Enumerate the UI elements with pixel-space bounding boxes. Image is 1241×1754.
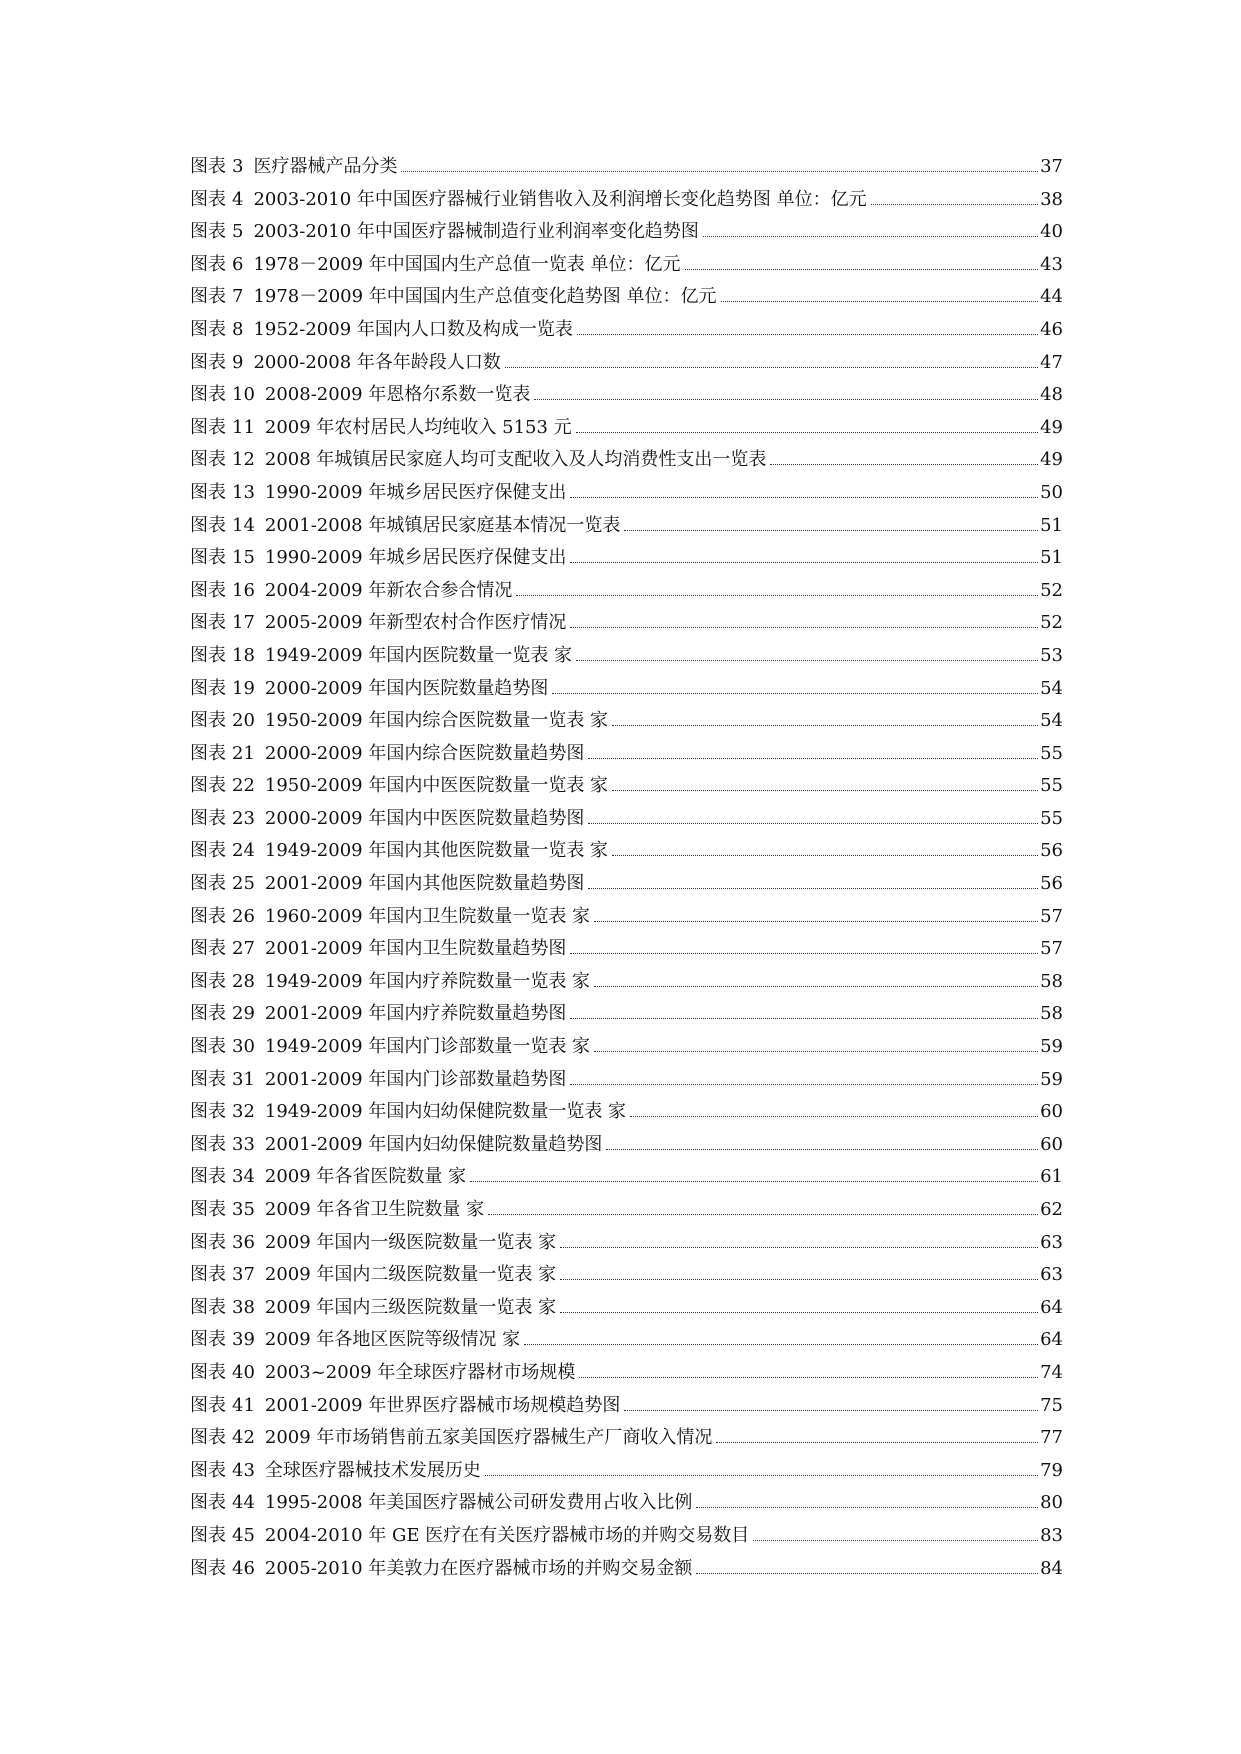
dot-leader bbox=[624, 1410, 1038, 1411]
dot-leader bbox=[588, 888, 1038, 889]
toc-entry-label: 图表 bbox=[190, 1068, 226, 1090]
toc-entry-label: 图表 bbox=[190, 873, 226, 895]
toc-entry-title: 2009 年各省医院数量 家 bbox=[264, 1166, 467, 1188]
dot-leader bbox=[630, 1116, 1038, 1117]
toc-entry[interactable] bbox=[190, 315, 1063, 348]
dot-leader bbox=[594, 1051, 1038, 1052]
toc-entry-number: 30 bbox=[232, 1036, 255, 1058]
toc-entry[interactable] bbox=[190, 869, 1063, 902]
toc-entry-title: 2008-2009 年恩格尔系数一览表 bbox=[264, 384, 531, 406]
dot-leader bbox=[579, 1377, 1038, 1378]
dot-leader bbox=[594, 986, 1038, 987]
toc-entry-title: 2001-2009 年国内妇幼保健院数量趋势图 bbox=[264, 1133, 603, 1155]
toc-entry-page: 63 bbox=[1040, 1264, 1063, 1286]
toc-entry-page: 83 bbox=[1040, 1524, 1063, 1546]
toc-entry-number: 4 bbox=[232, 188, 244, 210]
dot-leader bbox=[570, 1018, 1038, 1019]
dot-leader bbox=[696, 1573, 1038, 1574]
toc-entry-title: 1949-2009 年国内医院数量一览表 家 bbox=[264, 644, 573, 666]
toc-entry-label: 图表 bbox=[190, 1036, 226, 1058]
dot-leader bbox=[516, 595, 1038, 596]
toc-entry-title: 2004-2009 年新农合参合情况 bbox=[264, 579, 513, 601]
toc-entry-label: 图表 bbox=[190, 1329, 226, 1351]
toc-entry-number: 5 bbox=[232, 221, 244, 243]
toc-entry[interactable] bbox=[190, 282, 1063, 315]
toc-entry-title: 1978－2009 年中国国内生产总值变化趋势图 单位：亿元 bbox=[253, 286, 717, 308]
toc-entry-label: 图表 bbox=[190, 677, 226, 699]
toc-entry-page: 55 bbox=[1040, 742, 1063, 764]
toc-entry-label: 图表 bbox=[190, 547, 226, 569]
toc-entry-label: 图表 bbox=[190, 1264, 226, 1286]
toc-entry-number: 32 bbox=[232, 1101, 255, 1123]
toc-entry-title: 2009 年国内一级医院数量一览表 家 bbox=[264, 1231, 557, 1253]
toc-entry-number: 41 bbox=[232, 1394, 255, 1416]
toc-entry[interactable] bbox=[190, 380, 1063, 413]
toc-entry[interactable] bbox=[190, 967, 1063, 1000]
toc-entry-page: 49 bbox=[1040, 449, 1063, 471]
toc-entry-label: 图表 bbox=[190, 1231, 226, 1253]
dot-leader bbox=[401, 171, 1038, 172]
toc-entry-number: 9 bbox=[232, 351, 244, 373]
toc-entry[interactable] bbox=[190, 1293, 1063, 1326]
toc-entry[interactable] bbox=[190, 1228, 1063, 1261]
toc-entry-title: 2005-2010 年美敦力在医疗器械市场的并购交易金额 bbox=[264, 1557, 693, 1579]
toc-entry-number: 23 bbox=[232, 807, 255, 829]
toc-entry-number: 22 bbox=[232, 775, 255, 797]
toc-entry-page: 61 bbox=[1040, 1166, 1063, 1188]
toc-entry-label: 图表 bbox=[190, 840, 226, 862]
toc-entry-number: 19 bbox=[232, 677, 255, 699]
toc-entry[interactable] bbox=[190, 1195, 1063, 1228]
toc-entry[interactable] bbox=[190, 1260, 1063, 1293]
toc-entry-label: 图表 bbox=[190, 156, 226, 177]
toc-entry-title: 2009 年各省卫生院数量 家 bbox=[264, 1199, 485, 1220]
toc-entry-title: 2009 年农村居民人均纯收入 5153 元 bbox=[264, 416, 572, 438]
toc-entry-title: 1949-2009 年国内妇幼保健院数量一览表 家 bbox=[264, 1101, 627, 1123]
toc-entry-title: 2001-2009 年国内其他医院数量趋势图 bbox=[264, 873, 585, 895]
toc-entry-number: 26 bbox=[232, 905, 255, 927]
dot-leader bbox=[612, 790, 1038, 791]
toc-entry-label: 图表 bbox=[190, 253, 226, 275]
toc-entry[interactable] bbox=[190, 185, 1063, 218]
toc-entry-page: 51 bbox=[1040, 547, 1063, 569]
toc-entry-number: 40 bbox=[232, 1361, 255, 1383]
toc-entry-page: 40 bbox=[1040, 221, 1063, 243]
toc-entry[interactable] bbox=[190, 250, 1063, 283]
toc-entry-page: 51 bbox=[1040, 514, 1063, 536]
toc-entry-label: 图表 bbox=[190, 1492, 226, 1514]
toc-entry-label: 图表 bbox=[190, 514, 226, 536]
toc-entry-title: 2001-2008 年城镇居民家庭基本情况一览表 bbox=[264, 514, 621, 536]
toc-entry-page: 79 bbox=[1040, 1459, 1063, 1481]
dot-leader bbox=[716, 1442, 1038, 1443]
dot-leader bbox=[588, 823, 1038, 824]
toc-entry-title: 2005-2009 年新型农村合作医疗情况 bbox=[264, 612, 567, 634]
toc-entry-page: 57 bbox=[1040, 938, 1063, 960]
toc-entry-page: 55 bbox=[1040, 807, 1063, 829]
toc-entry-title: 2001-2009 年国内疗养院数量趋势图 bbox=[264, 1003, 567, 1025]
toc-entry-label: 图表 bbox=[190, 1003, 226, 1025]
toc-entry-label: 图表 bbox=[190, 318, 226, 340]
dot-leader bbox=[577, 334, 1038, 335]
toc-entry[interactable] bbox=[190, 576, 1063, 609]
toc-entry-number: 31 bbox=[232, 1068, 255, 1090]
toc-entry-page: 49 bbox=[1040, 416, 1063, 438]
dot-leader bbox=[485, 1475, 1038, 1476]
toc-entry-page: 56 bbox=[1040, 840, 1063, 862]
toc-entry-page: 75 bbox=[1040, 1394, 1063, 1416]
toc-entry[interactable] bbox=[190, 1065, 1063, 1098]
toc-entry-title: 1949-2009 年国内门诊部数量一览表 家 bbox=[264, 1036, 591, 1058]
dot-leader bbox=[552, 693, 1038, 694]
toc-entry-page: 63 bbox=[1040, 1231, 1063, 1253]
toc-entry-number: 34 bbox=[232, 1166, 255, 1188]
toc-entry-title: 2004-2010 年 GE 医疗在有关医疗器械市场的并购交易数目 bbox=[264, 1524, 750, 1546]
toc-entry[interactable] bbox=[190, 543, 1063, 576]
toc-entry-number: 16 bbox=[232, 579, 255, 601]
toc-entry-label: 图表 bbox=[190, 938, 226, 960]
toc-entry-label: 图表 bbox=[190, 742, 226, 764]
dot-leader bbox=[560, 1279, 1038, 1280]
toc-entry[interactable] bbox=[190, 152, 1063, 185]
toc-entry-label: 图表 bbox=[190, 579, 226, 601]
toc-entry-page: 60 bbox=[1040, 1133, 1063, 1155]
dot-leader bbox=[753, 1540, 1038, 1541]
toc-entry-number: 17 bbox=[232, 612, 255, 634]
toc-entry-page: 64 bbox=[1040, 1329, 1063, 1351]
toc-entry-page: 62 bbox=[1040, 1199, 1063, 1220]
toc-entry-number: 35 bbox=[232, 1199, 255, 1220]
toc-entry-page: 59 bbox=[1040, 1036, 1063, 1058]
toc-entry-number: 42 bbox=[232, 1427, 255, 1449]
dot-leader bbox=[560, 1247, 1038, 1248]
toc-entry-page: 48 bbox=[1040, 384, 1063, 406]
toc-entry-label: 图表 bbox=[190, 1361, 226, 1383]
toc-entry-page: 56 bbox=[1040, 873, 1063, 895]
toc-entry-title: 2001-2009 年世界医疗器械市场规模趋势图 bbox=[264, 1394, 621, 1416]
table-of-figures bbox=[190, 152, 1063, 1586]
toc-entry-title: 1995-2008 年美国医疗器械公司研发费用占收入比例 bbox=[264, 1492, 693, 1514]
toc-entry-title: 全球医疗器械技术发展历史 bbox=[264, 1459, 481, 1481]
toc-entry-number: 43 bbox=[232, 1459, 255, 1481]
toc-entry-title: 2009 年市场销售前五家美国医疗器械生产厂商收入情况 bbox=[264, 1427, 713, 1449]
dot-leader bbox=[570, 627, 1038, 628]
toc-entry-number: 24 bbox=[232, 840, 255, 862]
toc-entry-number: 39 bbox=[232, 1329, 255, 1351]
toc-entry-label: 图表 bbox=[190, 188, 226, 210]
toc-entry[interactable] bbox=[190, 1130, 1063, 1163]
toc-entry-title: 2003~2009 年全球医疗器材市场规模 bbox=[264, 1361, 576, 1383]
toc-entry-number: 3 bbox=[232, 156, 244, 177]
dot-leader bbox=[576, 660, 1038, 661]
dot-leader bbox=[570, 1084, 1038, 1085]
toc-entry-number: 15 bbox=[232, 547, 255, 569]
toc-entry-number: 10 bbox=[232, 384, 255, 406]
dot-leader bbox=[560, 1312, 1038, 1313]
toc-entry-label: 图表 bbox=[190, 221, 226, 243]
toc-entry-page: 64 bbox=[1040, 1296, 1063, 1318]
toc-entry[interactable] bbox=[190, 674, 1063, 707]
toc-entry-label: 图表 bbox=[190, 1133, 226, 1155]
toc-entry-page: 52 bbox=[1040, 579, 1063, 601]
toc-entry-page: 54 bbox=[1040, 677, 1063, 699]
toc-entry-page: 55 bbox=[1040, 775, 1063, 797]
dot-leader bbox=[685, 269, 1039, 270]
toc-entry[interactable] bbox=[190, 804, 1063, 837]
toc-entry-title: 1952-2009 年国内人口数及构成一览表 bbox=[253, 318, 573, 340]
toc-entry-label: 图表 bbox=[190, 1199, 226, 1220]
toc-entry-label: 图表 bbox=[190, 905, 226, 927]
toc-entry-label: 图表 bbox=[190, 710, 226, 732]
toc-entry[interactable] bbox=[190, 771, 1063, 804]
toc-entry-number: 12 bbox=[232, 449, 255, 471]
toc-entry-page: 77 bbox=[1040, 1427, 1063, 1449]
toc-entry-page: 58 bbox=[1040, 970, 1063, 992]
toc-entry-title: 2000-2009 年国内综合医院数量趋势图 bbox=[264, 742, 585, 764]
toc-entry-label: 图表 bbox=[190, 1101, 226, 1123]
toc-entry-label: 图表 bbox=[190, 286, 226, 308]
toc-entry-number: 33 bbox=[232, 1133, 255, 1155]
toc-entry-number: 11 bbox=[232, 416, 255, 438]
dot-leader bbox=[721, 301, 1039, 302]
toc-entry-number: 14 bbox=[232, 514, 255, 536]
toc-entry-label: 图表 bbox=[190, 970, 226, 992]
toc-entry-page: 57 bbox=[1040, 905, 1063, 927]
dot-leader bbox=[612, 855, 1038, 856]
toc-entry-title: 2009 年国内三级医院数量一览表 家 bbox=[264, 1296, 557, 1318]
toc-entry-number: 18 bbox=[232, 644, 255, 666]
toc-entry[interactable] bbox=[190, 1032, 1063, 1065]
toc-entry-number: 36 bbox=[232, 1231, 255, 1253]
dot-leader bbox=[588, 758, 1038, 759]
toc-entry-page: 52 bbox=[1040, 612, 1063, 634]
toc-entry[interactable] bbox=[190, 739, 1063, 772]
toc-entry-number: 20 bbox=[232, 710, 255, 732]
toc-entry-label: 图表 bbox=[190, 351, 226, 373]
toc-entry-title: 2003-2010 年中国医疗器械行业销售收入及利润增长变化趋势图 单位：亿元 bbox=[253, 188, 867, 210]
toc-entry[interactable] bbox=[190, 1423, 1063, 1456]
toc-entry-page: 60 bbox=[1040, 1101, 1063, 1123]
toc-entry-label: 图表 bbox=[190, 384, 226, 406]
toc-entry-number: 13 bbox=[232, 481, 255, 503]
toc-entry[interactable] bbox=[190, 478, 1063, 511]
dot-leader bbox=[871, 204, 1039, 205]
toc-entry-title: 1950-2009 年国内综合医院数量一览表 家 bbox=[264, 710, 609, 732]
toc-entry[interactable] bbox=[190, 836, 1063, 869]
toc-entry[interactable] bbox=[190, 1097, 1063, 1130]
toc-entry-label: 图表 bbox=[190, 775, 226, 797]
toc-entry-title: 2008 年城镇居民家庭人均可支配收入及人均消费性支出一览表 bbox=[264, 449, 767, 471]
toc-entry[interactable] bbox=[190, 608, 1063, 641]
toc-entry-number: 7 bbox=[232, 286, 244, 308]
toc-entry-title: 1990-2009 年城乡居民医疗保健支出 bbox=[264, 481, 567, 503]
dot-leader bbox=[606, 1149, 1038, 1150]
toc-entry[interactable] bbox=[190, 902, 1063, 935]
toc-entry-label: 图表 bbox=[190, 807, 226, 829]
dot-leader bbox=[570, 953, 1038, 954]
toc-entry[interactable] bbox=[190, 641, 1063, 674]
toc-entry-title: 2009 年国内二级医院数量一览表 家 bbox=[264, 1264, 557, 1286]
toc-entry-page: 53 bbox=[1040, 644, 1063, 666]
toc-entry-label: 图表 bbox=[190, 1427, 226, 1449]
toc-entry[interactable] bbox=[190, 706, 1063, 739]
toc-entry[interactable] bbox=[190, 999, 1063, 1032]
toc-entry-number: 6 bbox=[232, 253, 244, 275]
toc-entry-page: 37 bbox=[1040, 156, 1063, 177]
toc-entry-page: 44 bbox=[1040, 286, 1063, 308]
toc-entry-label: 图表 bbox=[190, 416, 226, 438]
toc-entry[interactable] bbox=[190, 934, 1063, 967]
toc-entry-title: 2000-2009 年国内中医医院数量趋势图 bbox=[264, 807, 585, 829]
dot-leader bbox=[624, 530, 1038, 531]
dot-leader bbox=[612, 725, 1038, 726]
toc-entry-title: 1949-2009 年国内疗养院数量一览表 家 bbox=[264, 970, 591, 992]
toc-entry-label: 图表 bbox=[190, 1166, 226, 1188]
toc-entry[interactable] bbox=[190, 511, 1063, 544]
toc-entry-page: 46 bbox=[1040, 318, 1063, 340]
toc-entry-label: 图表 bbox=[190, 612, 226, 634]
toc-entry[interactable] bbox=[190, 1391, 1063, 1424]
toc-entry-page: 84 bbox=[1040, 1557, 1063, 1579]
toc-entry-page: 58 bbox=[1040, 1003, 1063, 1025]
toc-entry-title: 2003-2010 年中国医疗器械制造行业利润率变化趋势图 bbox=[253, 221, 699, 243]
toc-entry-label: 图表 bbox=[190, 1459, 226, 1481]
toc-entry-label: 图表 bbox=[190, 1524, 226, 1546]
dot-leader bbox=[470, 1181, 1038, 1182]
dot-leader bbox=[770, 464, 1038, 465]
toc-entry-number: 8 bbox=[232, 318, 244, 340]
toc-entry-title: 医疗器械产品分类 bbox=[253, 156, 398, 177]
toc-entry-title: 1978－2009 年中国国内生产总值一览表 单位：亿元 bbox=[253, 253, 681, 275]
toc-entry-number: 45 bbox=[232, 1524, 255, 1546]
toc-entry-label: 图表 bbox=[190, 1296, 226, 1318]
toc-entry-title: 2000-2009 年国内医院数量趋势图 bbox=[264, 677, 549, 699]
toc-entry[interactable] bbox=[190, 1488, 1063, 1521]
toc-entry-title: 1990-2009 年城乡居民医疗保健支出 bbox=[264, 547, 567, 569]
toc-entry-number: 28 bbox=[232, 970, 255, 992]
toc-entry-title: 1950-2009 年国内中医医院数量一览表 家 bbox=[264, 775, 609, 797]
toc-entry-title: 2001-2009 年国内卫生院数量趋势图 bbox=[264, 938, 567, 960]
toc-entry-page: 47 bbox=[1040, 351, 1063, 373]
toc-entry-title: 2001-2009 年国内门诊部数量趋势图 bbox=[264, 1068, 567, 1090]
dot-leader bbox=[696, 1507, 1038, 1508]
toc-entry[interactable] bbox=[190, 1456, 1063, 1489]
dot-leader bbox=[505, 367, 1038, 368]
toc-entry-number: 44 bbox=[232, 1492, 255, 1514]
toc-entry-page: 50 bbox=[1040, 481, 1063, 503]
toc-entry-title: 1960-2009 年国内卫生院数量一览表 家 bbox=[264, 905, 591, 927]
toc-entry-page: 43 bbox=[1040, 253, 1063, 275]
toc-entry-page: 80 bbox=[1040, 1492, 1063, 1514]
toc-entry-page: 54 bbox=[1040, 710, 1063, 732]
toc-entry[interactable] bbox=[190, 1358, 1063, 1391]
toc-entry-title: 2009 年各地区医院等级情况 家 bbox=[264, 1329, 521, 1351]
toc-entry-label: 图表 bbox=[190, 644, 226, 666]
toc-entry-number: 46 bbox=[232, 1557, 255, 1579]
dot-leader bbox=[576, 432, 1038, 433]
toc-entry-number: 21 bbox=[232, 742, 255, 764]
toc-entry-page: 59 bbox=[1040, 1068, 1063, 1090]
toc-entry-label: 图表 bbox=[190, 1394, 226, 1416]
toc-entry-title: 1949-2009 年国内其他医院数量一览表 家 bbox=[264, 840, 609, 862]
dot-leader bbox=[570, 497, 1038, 498]
toc-entry-number: 29 bbox=[232, 1003, 255, 1025]
toc-entry[interactable] bbox=[190, 413, 1063, 446]
dot-leader bbox=[703, 236, 1038, 237]
toc-entry[interactable] bbox=[190, 445, 1063, 478]
dot-leader bbox=[524, 1344, 1038, 1345]
toc-entry-page: 38 bbox=[1040, 188, 1063, 210]
dot-leader bbox=[570, 562, 1038, 563]
toc-entry-label: 图表 bbox=[190, 1557, 226, 1579]
toc-entry[interactable] bbox=[190, 348, 1063, 381]
toc-entry[interactable] bbox=[190, 1554, 1063, 1587]
toc-entry-number: 25 bbox=[232, 873, 255, 895]
toc-entry-label: 图表 bbox=[190, 449, 226, 471]
toc-entry-label: 图表 bbox=[190, 481, 226, 503]
dot-leader bbox=[488, 1214, 1038, 1215]
toc-entry[interactable] bbox=[190, 1325, 1063, 1358]
toc-entry-number: 38 bbox=[232, 1296, 255, 1318]
toc-entry-page: 74 bbox=[1040, 1361, 1063, 1383]
dot-leader bbox=[534, 399, 1038, 400]
toc-entry[interactable] bbox=[190, 1521, 1063, 1554]
toc-entry[interactable] bbox=[190, 1162, 1063, 1195]
dot-leader bbox=[594, 921, 1038, 922]
toc-entry[interactable] bbox=[190, 217, 1063, 250]
toc-entry-number: 37 bbox=[232, 1264, 255, 1286]
toc-entry-title: 2000-2008 年各年龄段人口数 bbox=[253, 351, 501, 373]
toc-entry-number: 27 bbox=[232, 938, 255, 960]
